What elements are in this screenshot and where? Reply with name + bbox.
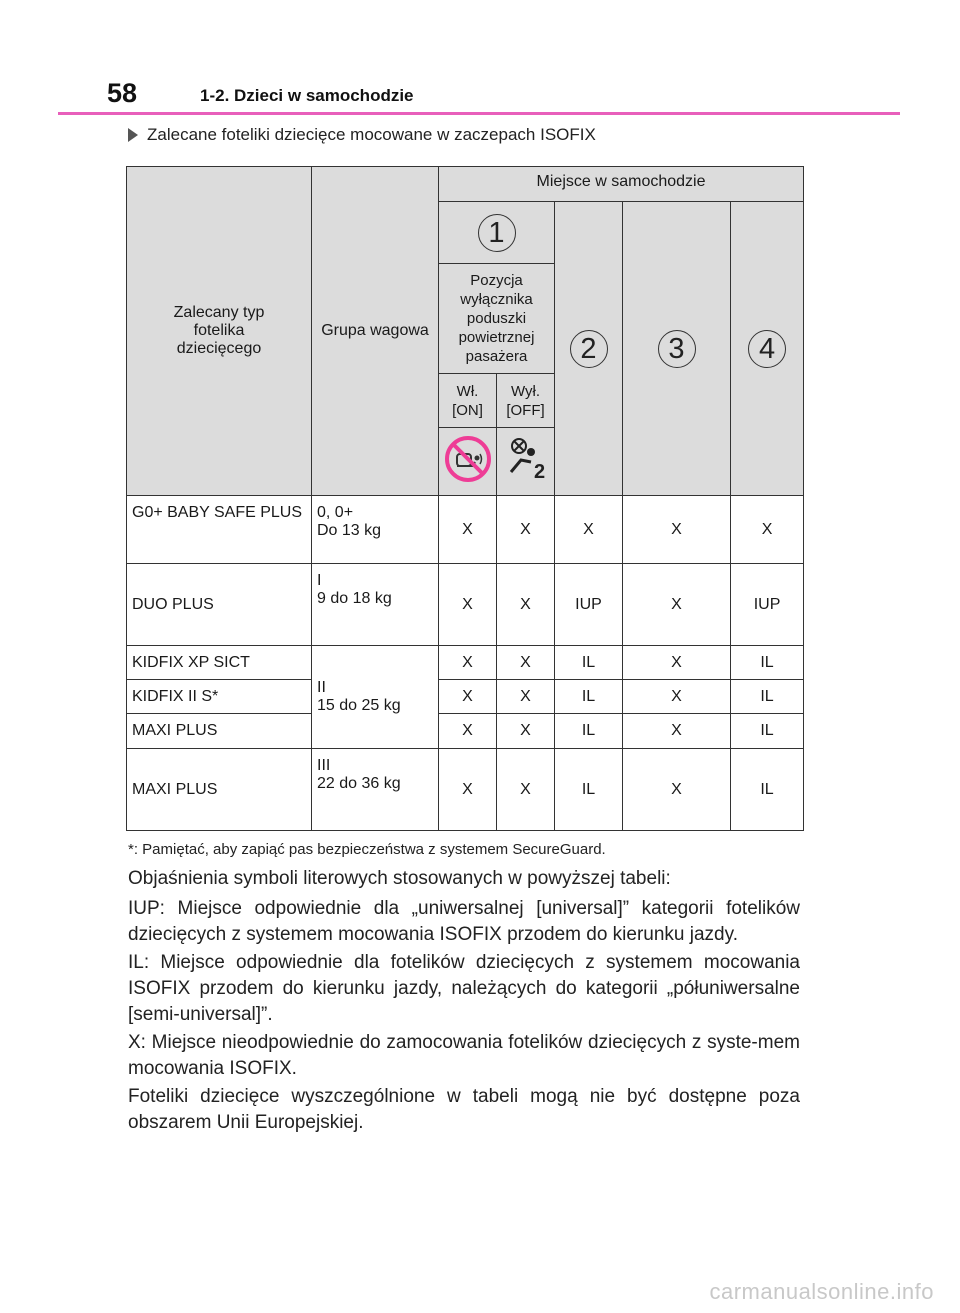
header-position-2 xyxy=(555,202,623,496)
cell-4-1: X xyxy=(439,680,497,714)
triangle-bullet-icon xyxy=(128,128,138,142)
cell-3-1: X xyxy=(439,646,497,680)
cell-1-1: X xyxy=(439,496,497,564)
watermark: carmanualsonline.info xyxy=(709,1279,934,1304)
weight-group-1 xyxy=(312,496,439,564)
group-label: 0, 0+ xyxy=(317,504,354,521)
cell-5-2: X xyxy=(497,714,555,749)
seat-name-4: KIDFIX II S* xyxy=(127,680,312,714)
cell-2-1: X xyxy=(439,564,497,646)
cell-6-2: X xyxy=(497,749,555,831)
cell-5-3: IL xyxy=(555,714,623,749)
header-switch-off: Wył. [OFF] xyxy=(497,374,555,428)
cell-3-4: X xyxy=(623,646,731,680)
airbag-off-icon xyxy=(497,428,555,496)
cell-5-5: IL xyxy=(731,714,804,749)
cell-1-3: X xyxy=(555,496,623,564)
cell-5-4: X xyxy=(623,714,731,749)
cell-4-2: X xyxy=(497,680,555,714)
group-label: I xyxy=(317,572,322,589)
cell-6-5: IL xyxy=(731,749,804,831)
weight-label: 15 do 25 kg xyxy=(317,697,401,714)
footnote: *: Pamiętać, aby zapiąć pas bezpieczeństwa z systemem SecureGuard. xyxy=(128,841,606,858)
cell-2-2: X xyxy=(497,564,555,646)
cell-4-4: X xyxy=(623,680,731,714)
cell-2-4: X xyxy=(623,564,731,646)
header-switch-on: Wł. [ON] xyxy=(439,374,497,428)
cell-1-5: X xyxy=(731,496,804,564)
isofix-table xyxy=(126,166,804,831)
position-3-icon: 3 xyxy=(658,330,696,368)
cell-1-4: X xyxy=(623,496,731,564)
header-seat-type: Zalecany typ fotelika dziecięcego xyxy=(127,167,312,496)
header-weight-group: Grupa wagowa xyxy=(312,167,439,496)
header-rule xyxy=(58,112,900,115)
cell-3-5: IL xyxy=(731,646,804,680)
svg-text:2: 2 xyxy=(534,461,546,483)
header-position-3 xyxy=(623,202,731,496)
paragraph-il: IL: Miejsce odpowiednie dla fotelików dziecięcych z systemem mocowania ISOFIX przodem do kierunku jazdy, należących do kategorii „półuniwersalne [semi-universal]”. xyxy=(128,952,800,1025)
position-1-icon: 1 xyxy=(478,214,516,252)
position-4-icon: 4 xyxy=(748,330,786,368)
cell-4-5: IL xyxy=(731,680,804,714)
paragraph-x: X: Miejsce nieodpowiednie do zamocowania fotelików dziecięcych z syste-mem mocowania ISOFIX. xyxy=(128,1032,800,1079)
weight-group-6 xyxy=(312,749,439,831)
cell-6-1: X xyxy=(439,749,497,831)
cell-3-3: IL xyxy=(555,646,623,680)
weight-label: 22 do 36 kg xyxy=(317,775,401,792)
paragraph-iup: IUP: Miejsce odpowiednie dla „uniwersalnej [universal]” kategorii fotelików dziecięcych z systemem mocowania ISOFIX przodem do kierunku jazdy. xyxy=(128,898,800,945)
seat-name-2: DUO PLUS xyxy=(127,564,312,646)
section-title: 1-2. Dzieci w samochodzie xyxy=(200,86,414,105)
seat-name-5: MAXI PLUS xyxy=(127,714,312,749)
position-2-icon: 2 xyxy=(570,330,608,368)
seat-name-3: KIDFIX XP SICT xyxy=(127,646,312,680)
group-label: II xyxy=(317,679,326,696)
cell-2-5: IUP xyxy=(731,564,804,646)
cell-4-3: IL xyxy=(555,680,623,714)
weight-label: 9 do 18 kg xyxy=(317,590,392,607)
subheading-text: Zalecane foteliki dziecięce mocowane w zaczepach ISOFIX xyxy=(147,125,596,144)
header-position-4 xyxy=(731,202,804,496)
header-airbag-switch: Pozycja wyłącznika poduszki powietrznej pasażera xyxy=(439,264,555,374)
weight-group-merged xyxy=(312,646,439,749)
page-number: 58 xyxy=(107,78,138,108)
cell-1-2: X xyxy=(497,496,555,564)
cell-3-2: X xyxy=(497,646,555,680)
group-label: III xyxy=(317,757,331,774)
seat-name-1: G0+ BABY SAFE PLUS xyxy=(127,496,312,564)
seat-name-6: MAXI PLUS xyxy=(127,749,312,831)
weight-group-2 xyxy=(312,564,439,646)
paragraph-legend-intro: Objaśnienia symboli literowych stosowanych w powyższej tabeli: xyxy=(128,868,671,889)
header-location: Miejsce w samochodzie xyxy=(439,167,804,202)
header-position-1 xyxy=(439,202,555,264)
paragraph-availability: Foteliki dziecięce wyszczególnione w tabeli mogą nie być dostępne poza obszarem Unii Europejskiej. xyxy=(128,1086,800,1133)
weight-label: Do 13 kg xyxy=(317,522,382,539)
cell-5-1: X xyxy=(439,714,497,749)
cell-6-3: IL xyxy=(555,749,623,831)
subheading xyxy=(128,125,596,145)
cell-6-4: X xyxy=(623,749,731,831)
cell-2-3: IUP xyxy=(555,564,623,646)
airbag-on-prohibited-icon xyxy=(439,428,497,496)
